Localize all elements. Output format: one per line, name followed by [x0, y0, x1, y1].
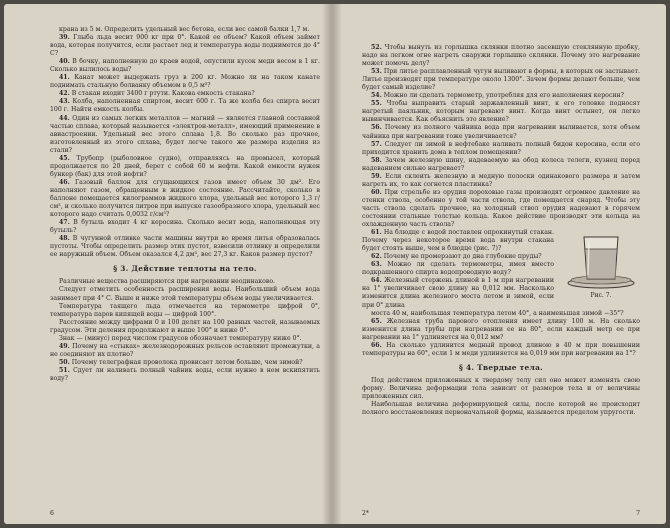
right-page	[332, 4, 666, 524]
paragraph	[362, 310, 640, 318]
problem-number: 45.	[59, 154, 70, 162]
paragraph	[50, 286, 320, 302]
paragraph-text: Сдует ли наливать полный чайник воды, если нужно в нем вскипятить воду?	[50, 366, 320, 382]
problem-number: 61.	[371, 229, 382, 237]
section-title-3: § 3. Действие теплоты на тело.	[113, 264, 257, 274]
paragraph-text: Железная труба парового отопления имеет длину 100 м. На сколько изменится длина трубы при нагревании ее на 80°, если каждый метр ее при нагревании на 1° удлиняется на 0,012 мм?	[362, 317, 640, 341]
left-page	[4, 4, 332, 524]
left-paragraphs-2	[50, 278, 320, 383]
paragraph-text: Следует отметить особенность расширения воды. Наибольший объем вода занимает при 4° С. Выше и ниже этой температуры объем воды увеличивается.	[50, 286, 320, 302]
paragraph-text: Почему на «стыках» железнодорожных рельсов оставляют промежутки, а не соединяют их плотно?	[50, 342, 320, 358]
paragraph	[50, 219, 320, 235]
paragraph-text: На сколько удлинится медный провод длиною в 40 м при повышении температуры на 60°, если 1 м меди удлиняется на 0,019 мм при нагревании на 1°?	[362, 341, 641, 357]
left-paragraphs	[50, 26, 320, 259]
paragraph-text: Под действием приложенных к твердому телу сил оно может изменять свою форму. Величина деформации тела зависит от размеров тела и от величины приложенных сил.	[362, 376, 640, 400]
problem-number: 60.	[371, 188, 382, 196]
paragraph-text: Глыба льда весит 900 кг при 0°. Какой ее объем? Какой объем займет вода, которая получится, если растает лед и температура воды поднимется до 4° С?	[50, 34, 321, 58]
paragraph-text: В бутыль входит 4 кг керосина. Сколько весит вода, наполняющая эту бутыль?	[50, 219, 320, 235]
paragraph-text: крана из 5 м. Определить удельный вес бетона, если вес самой балки 1,7 м.	[59, 26, 310, 33]
paragraph	[362, 318, 640, 342]
paragraph	[50, 303, 320, 319]
problem-number: 64.	[371, 277, 382, 285]
problem-number: 50.	[59, 358, 70, 366]
paragraph	[362, 342, 640, 358]
paragraph-text: Почему не промерзают до дна глубокие пруды?	[383, 253, 542, 261]
problem-number: 47.	[59, 219, 70, 227]
problem-number: 48.	[59, 235, 70, 243]
problem-number: 63.	[371, 261, 382, 269]
problem-number: 62.	[371, 253, 382, 261]
problem-number: 57.	[371, 140, 382, 148]
paragraph	[362, 92, 640, 100]
figure-row	[362, 229, 640, 309]
right-paragraphs-2	[362, 377, 640, 417]
paragraph-text: В стакан входит 3400 г ртути. Какова емкость стакана?	[71, 90, 255, 98]
figure-caption: Рис. 7.	[590, 292, 612, 300]
paragraph	[50, 155, 320, 179]
figure-paragraphs	[362, 229, 554, 309]
paragraph-text: Знак — (минус) перед числом градусов обозначает температуру ниже 0°.	[59, 334, 302, 342]
paragraph-text: При литье расплавленный чугун выливают в формы, в которых он застывает. Литье производят при температуре около 1300°. Зачем формы делают больше, чем будет самый изделие?	[362, 68, 641, 92]
problem-number: 52.	[371, 44, 382, 51]
problem-number: 40.	[59, 58, 70, 66]
signature-mark: 2*	[362, 509, 370, 517]
paragraph-text: На блюдце с водой поставлен опрокинутый стакан. Почему через некоторое время вода внутри стакана будет стоять выше, чем в блюдце (рис. 7)?	[362, 229, 555, 253]
paragraph	[50, 26, 320, 34]
page-number-left: 6	[50, 509, 54, 517]
paragraph	[50, 319, 320, 335]
paragraph-text: Чтобы выправить старый заржавленный винт, к его головке подносят нагретый паяльник, которым нагревают винт. Когда винт остынет, он легко вывинчивается. Как объяснить это явление?	[362, 100, 640, 124]
paragraph	[362, 124, 640, 140]
paragraph	[50, 98, 320, 114]
paragraph	[50, 367, 320, 383]
right-paragraphs-after	[362, 310, 640, 358]
paragraph	[362, 189, 640, 229]
paragraph	[50, 343, 320, 359]
paragraph-text: Расстояние между цифрами 0 и 100 делят на 100 равных частей, называемых градусом. Эти деления продолжают и выше 100° и ниже 0°.	[50, 318, 320, 334]
paragraph	[50, 179, 320, 219]
paragraph	[50, 115, 320, 155]
problem-number: 46.	[59, 178, 70, 186]
problem-number: 39.	[59, 34, 70, 42]
paragraph	[362, 253, 554, 261]
problem-number: 53.	[371, 68, 382, 76]
paragraph	[50, 74, 320, 90]
paragraph-text: Можно ли сделать термометр, употребляя для его наполнения керосин?	[383, 92, 624, 100]
paragraph-text: В чугунной отливке части машины внутри во время литья образовалась пустоты. Чтобы определить размер этих пустот, взвесили отливку и определили ее наружный объем. Объем оказался 4,2 дм³, вес 27,3 кг. Каков размер пустот?	[50, 235, 321, 259]
paragraph	[362, 277, 554, 309]
problem-number: 55.	[371, 100, 382, 108]
problem-number: 42.	[59, 90, 70, 98]
paragraph-text: Температура таящего льда отмечается на термометре цифрой 0°, температура паров кипящей воды — цифрой 100°.	[50, 302, 320, 318]
paragraph-text: Различные вещества расширяются при нагревании неодинаково.	[59, 278, 276, 286]
page-number-right: 7	[636, 509, 640, 517]
problem-number: 66.	[371, 341, 382, 349]
figure-7	[562, 229, 640, 309]
paragraph	[362, 261, 554, 277]
paragraph-text: Следует ли зимой в нефтебаке наливать полный бидон керосина, если его приходится хранить дома в теплом помещении?	[362, 140, 641, 156]
problem-number: 59.	[371, 172, 382, 180]
paragraph-text: Колба, наполненная спиртом, весит 600 г. Та же колба без спирта весит 100 г. Найти емкость колбы.	[50, 98, 320, 114]
paragraph-text: Чтобы вынуть из горлышка склянки плотно засевшую стеклянную пробку, надо на легком огне нагреть снаружи горлышко склянки. Почему это нагревание может помочь делу?	[362, 44, 641, 68]
paragraph	[362, 141, 640, 157]
paragraph-text: Наибольшая величина деформирующей силы, после которой не происходит полного восстановления первоначальной формы, называется пределом упругости.	[362, 401, 640, 417]
problem-number: 65.	[371, 317, 382, 325]
problem-number: 54.	[371, 92, 382, 100]
paragraph-text: В бочку, наполненную до краев водой, опустили кусок меди весом в 1 кг. Сколько вылилось воды?	[50, 58, 320, 74]
paragraph-text: Трубопр (рыболовное судно), отправляясь на промысел, который продолжается по 20 дней, берет с собой 60 м нефти. Какой емкости нужен бункер (бак) для этой нефти?	[50, 154, 320, 178]
paragraph	[362, 44, 640, 68]
paragraph	[362, 229, 554, 253]
book-gutter	[322, 4, 342, 524]
paragraph-text: Можно ли сделать термометры, имея вместо подкрашенного спирта водопроводную воду?	[362, 261, 554, 277]
paragraph-text: Канат может выдержать груз в 200 кг. Можно ли на таком канате поднимать стальную болванку объемом в 0,5 м³?	[50, 74, 320, 90]
problem-number: 51.	[59, 366, 70, 374]
paragraph-text: При стрельбе из орудия пороховые газы производят огромное давление на стенки ствола, особенно у той части ствола, где помещается снаряд. Чтобы эту часть ствола сделать прочнее, на холодный ствол орудия надевают в горячем состоянии стальные толстые кольца. Какое действие производят эти кольца на охлажденную часть ствола?	[362, 188, 640, 229]
paragraph-text: Один из самых легких металлов — магний — является главной составной частью сплава, который называется «электрон-металл», имеющий применение в авиастроении. Удельный вес этого сплава 1,8. Во сколько раз прочнее, изготовленный из этого сплава, будет легче такого же размера изделия из стали?	[50, 114, 321, 154]
paragraph-text: Газовый баллон для сгущающихся газов имеет объем 30 дм³. Его наполняют газом, обращенным в жидкое состояние. Рассчитайте, сколько в баллоне помещается килограммов жидкого хлора, удельный вес которого 1,3 г/см³, и сколько получится литров при выпуске газообразного хлора, удельный вес которого надо считать 0,0032 г/см³?	[50, 178, 320, 219]
paragraph	[50, 34, 320, 58]
paragraph-text: Зачем железную шину, надеваемую на обод колеса телеги, кузнец перед надеванием сильно нагревает?	[362, 156, 640, 172]
problem-number: 49.	[59, 342, 70, 350]
paragraph	[362, 68, 640, 92]
problem-number: 41.	[59, 74, 70, 82]
paragraph	[50, 90, 320, 98]
paragraph	[362, 157, 640, 173]
section-title-4: § 4. Твердые тела.	[458, 362, 544, 372]
paragraph	[50, 359, 320, 367]
paragraph-text: Железный стержень длиной в 1 м при нагревании на 1° увеличивает свою длину на 0,012 мм. Насколько изменится длина железного моста летом и зимой, если при 0° длина	[362, 277, 554, 309]
problem-number: 56.	[371, 124, 382, 132]
paragraph	[50, 58, 320, 74]
problem-number: 43.	[59, 98, 70, 106]
right-paragraphs	[362, 44, 640, 229]
problem-number: 44.	[59, 114, 70, 122]
paragraph	[50, 235, 320, 259]
paragraph-text: Если склеить железную и медную полоски одинакового размера и затем нагреть их, то как согнется пластинка?	[362, 172, 641, 188]
paragraph-text: Почему из полного чайника вода при нагревании выливается, хотя объем чайника при нагревании тоже увеличивается?	[362, 124, 640, 140]
problem-number: 58.	[371, 156, 382, 164]
paragraph	[50, 278, 320, 286]
glass-in-saucer-illustration	[564, 229, 638, 291]
paragraph	[362, 173, 640, 189]
paragraph	[362, 100, 640, 124]
paragraph	[362, 377, 640, 401]
paragraph-text: моста 40 м, наибольшая температура летом 40°, а наименьшая зимой −35°?	[371, 309, 624, 317]
paragraph	[362, 401, 640, 417]
paragraph-text: Почему телеграфная проволока провисает летом больше, чем зимой?	[71, 358, 303, 366]
paragraph	[50, 335, 320, 343]
